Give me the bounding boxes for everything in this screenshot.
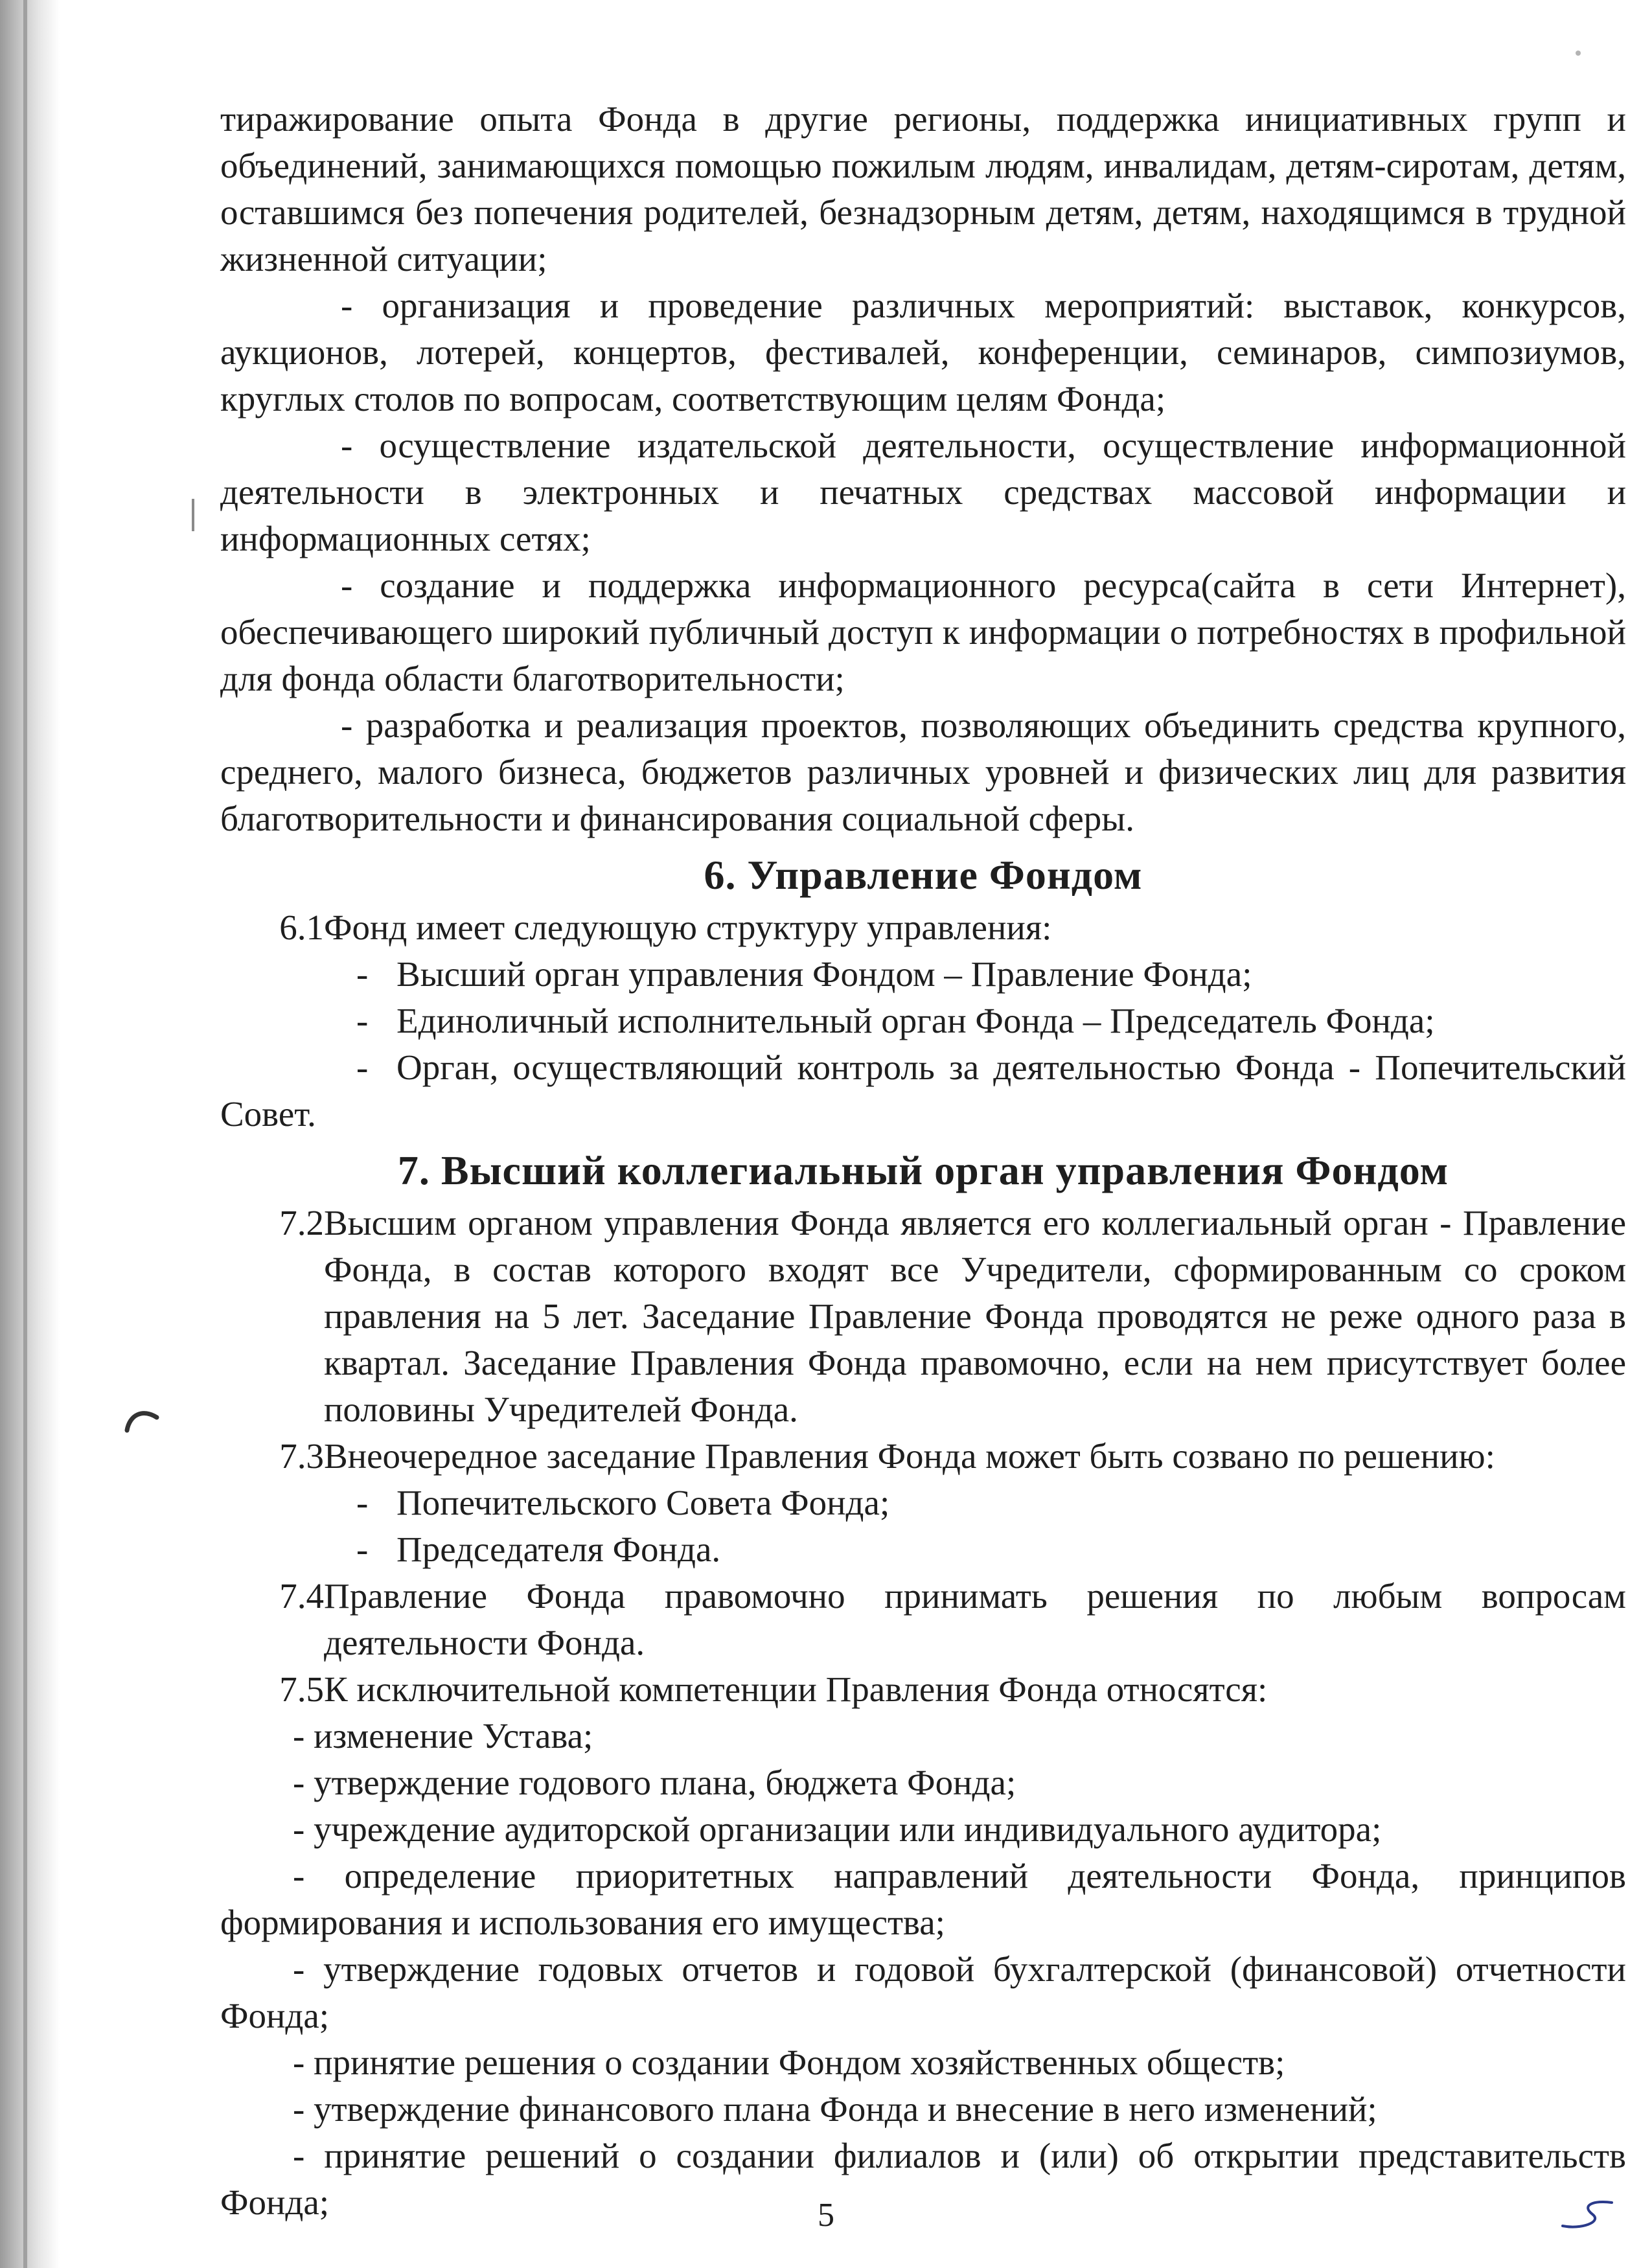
list-item <box>220 998 1626 1044</box>
paragraph-information-resource: - создание и поддержка информационного ресурса(сайта в сети Интернет), обеспечивающего широкий публичный доступ к информации о потребностях в профильной для фонда области благотворительности; <box>220 566 1626 698</box>
clause-text: Правление Фонда правомочно принимать решения по любым вопросам деятельности Фонда. <box>324 1576 1626 1662</box>
scan-margin-tick <box>192 499 194 531</box>
scan-speck <box>1576 51 1581 56</box>
list-text: Орган, осуществляющий контроль за деятельностью Фонда - Попечительский <box>396 1048 1626 1087</box>
list-text: Высший орган управления Фондом – Правление Фонда; <box>396 954 1252 994</box>
list-text: Единоличный исполнительный орган Фонда – Председатель Фонда; <box>396 1001 1435 1040</box>
clause-number: 7.3 <box>279 1436 324 1476</box>
paragraph-events: - организация и проведение различных мероприятий: выставок, конкурсов, аукционов, лотерей, концертов, фестивалей, конференции, семинаров, симпозиумов, круглых столов по вопросам, соответствующим целям Фонда; <box>220 286 1626 418</box>
scan-edge-line <box>23 0 27 2268</box>
clause-text: К исключительной компетенции Правления Фонда относятся: <box>324 1669 1268 1709</box>
clause-6-1 <box>220 904 1626 951</box>
list-item <box>220 1480 1626 1526</box>
paragraph-regional-replication: тиражирование опыта Фонда в другие регионы, поддержка инициативных групп и объединений, занимающихся помощью пожилым людям, инвалидам, детям-сиротам, детям, оставшимся без попечения родителей, безнадзорным детям, детям, находящимся в трудной жизненной ситуации; <box>220 99 1626 279</box>
competence-item: - принятие решений о создании филиалов и (или) об открытии представительств Фонда; <box>220 2136 1626 2222</box>
competence-item: - учреждение аудиторской организации или индивидуального аудитора; <box>293 1809 1382 1849</box>
list-dash: - <box>356 1001 369 1040</box>
list-text-continuation: Совет. <box>220 1094 316 1134</box>
paragraph-projects: - разработка и реализация проектов, позволяющих объединить средства крупного, среднего, малого бизнеса, бюджетов различных уровней и физических лиц для развития благотворительности и финансирования социальной сферы. <box>220 705 1626 838</box>
clause-7-3 <box>220 1433 1626 1480</box>
competence-item: - утверждение годовых отчетов и годовой бухгалтерской (финансовой) отчетности Фонда; <box>220 1949 1626 2035</box>
clause-number: 6.1 <box>279 908 324 947</box>
competence-item: - изменение Устава; <box>293 1716 593 1756</box>
clause-text: Высшим органом управления Фонда является его коллегиальный орган - Правление Фонда, в состав которого входят все Учредители, сформированным со сроком правления на 5 лет. Заседание Правление Фонда проводятся не реже одного раза в квартал. Заседание Правления Фонда правомочно, если на нем присутствует более половины Учредителей Фонда. <box>324 1203 1626 1429</box>
clause-text: Внеочередное заседание Правления Фонда может быть созвано по решению: <box>324 1436 1495 1476</box>
section-7-heading: 7. Высший коллегиальный орган управления Фондом <box>397 1147 1449 1193</box>
clause-7-4 <box>220 1573 1626 1666</box>
competence-item: - утверждение финансового плана Фонда и внесение в него изменений; <box>293 2089 1377 2129</box>
clause-7-2 <box>220 1200 1626 1433</box>
clause-7-5 <box>220 1666 1626 1713</box>
competence-item: - принятие решения о создании Фондом хозяйственных обществ; <box>293 2043 1285 2082</box>
handwritten-initial-mark <box>1555 2196 1620 2235</box>
section-6-heading: 6. Управление Фондом <box>704 852 1143 898</box>
competence-item: - утверждение годового плана, бюджета Фонда; <box>293 1763 1016 1802</box>
clause-text: Фонд имеет следующую структуру управления: <box>324 908 1052 947</box>
list-item <box>220 1044 1626 1091</box>
paragraph-publishing: - осуществление издательской деятельности, осуществление информационной деятельности в электронных и печатных средствах массовой информации и информационных сетях; <box>220 426 1626 558</box>
list-text: Попечительского Совета Фонда; <box>396 1483 890 1522</box>
list-dash: - <box>356 954 369 994</box>
list-dash: - <box>356 1529 369 1569</box>
list-text: Председателя Фонда. <box>396 1529 721 1569</box>
scan-edge-shadow <box>0 0 60 2268</box>
list-dash: - <box>356 1048 369 1087</box>
list-item <box>220 951 1626 998</box>
competence-item: - определение приоритетных направлений деятельности Фонда, принципов формирования и использования его имущества; <box>220 1856 1626 1942</box>
scan-margin-mark <box>123 1406 162 1434</box>
clause-number: 7.5 <box>279 1669 324 1709</box>
document-page <box>220 96 1626 2226</box>
list-dash: - <box>356 1483 369 1522</box>
clause-number: 7.2 <box>279 1203 324 1243</box>
list-item <box>220 1526 1626 1573</box>
page-number: 5 <box>818 2197 834 2234</box>
clause-number: 7.4 <box>279 1576 324 1616</box>
